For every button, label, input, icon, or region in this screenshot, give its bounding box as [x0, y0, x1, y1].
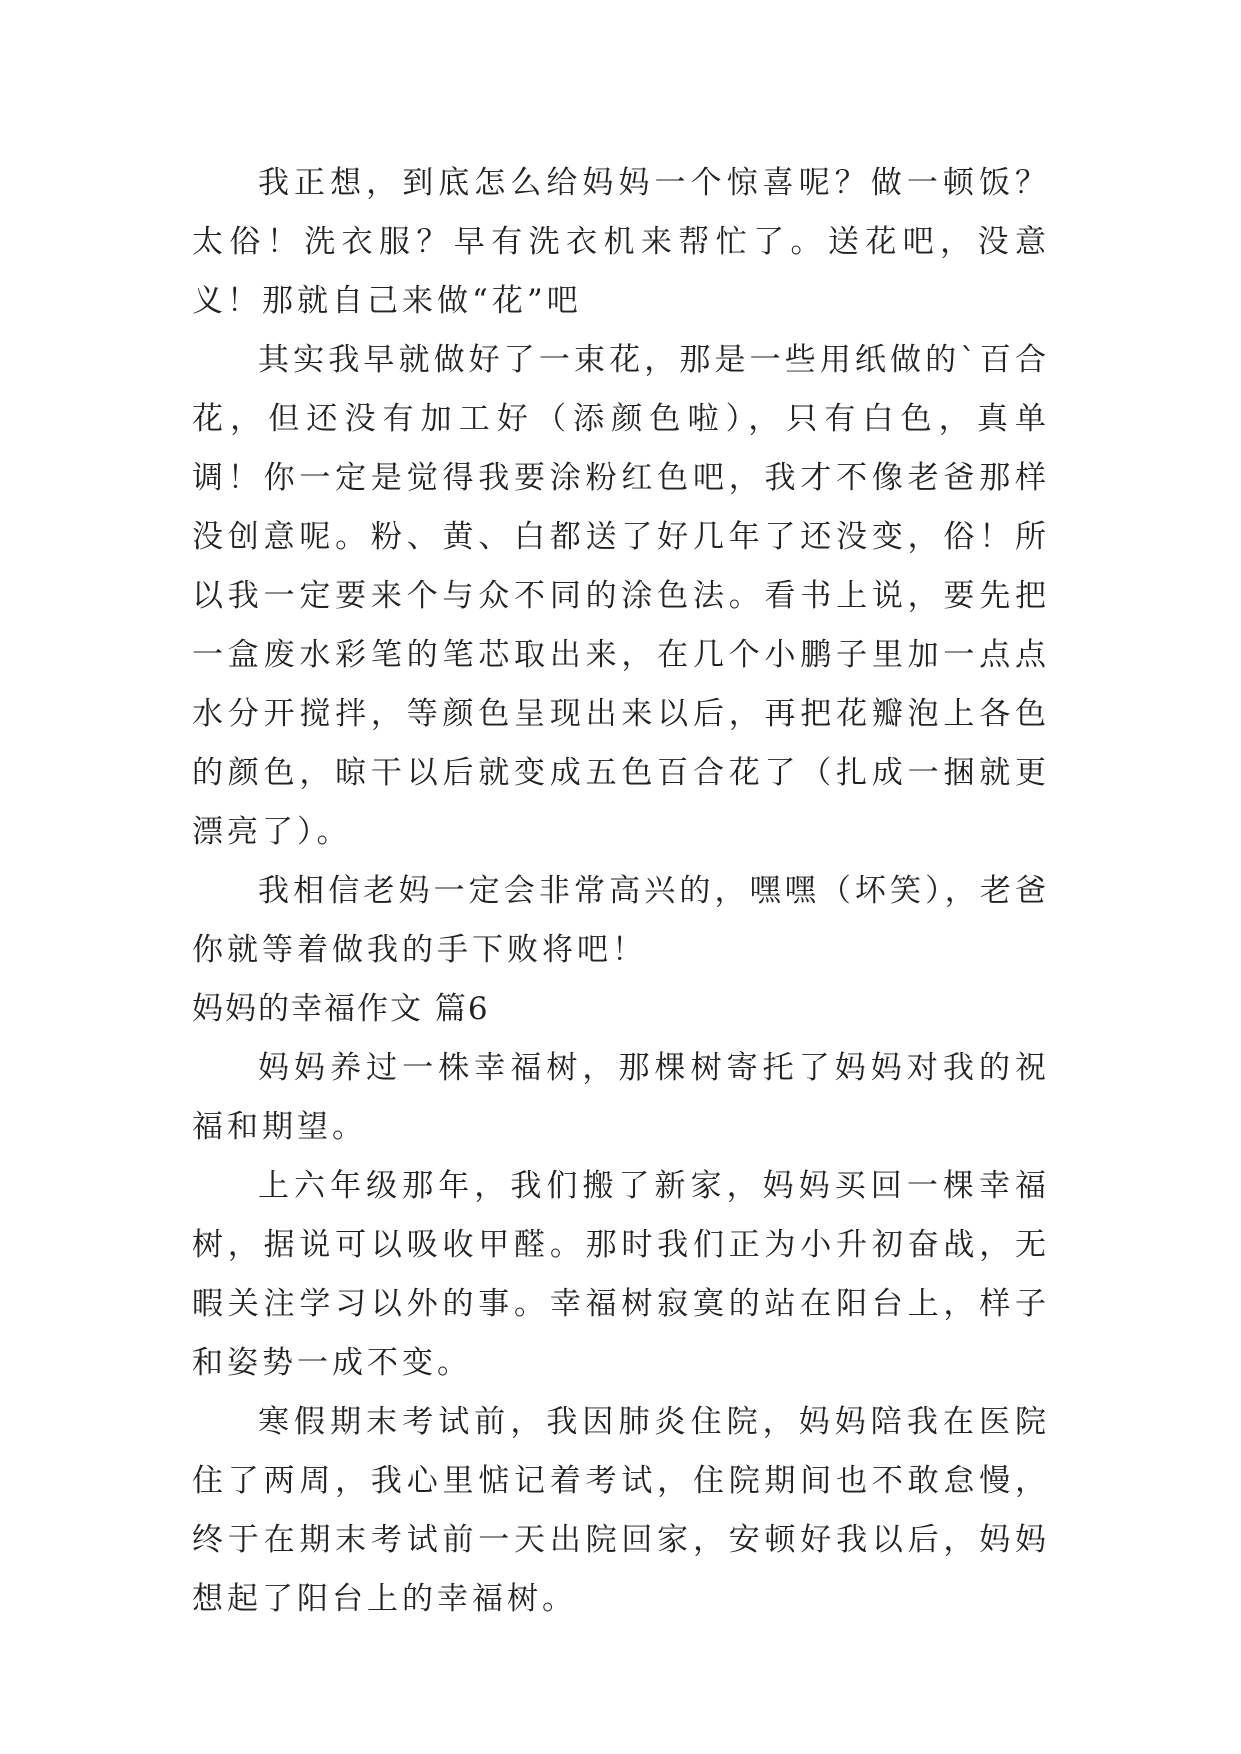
paragraph-surprise-idea: 我正想，到底怎么给妈妈一个惊喜呢？做一顿饭？太俗！洗衣服？早有洗衣机来帮忙了。送花吧，没意义！那就自己来做“花”吧 [192, 165, 1050, 319]
paragraph-hospital: 寒假期末考试前，我因肺炎住院，妈妈陪我在医院住了两周，我心里惦记着考试，住院期间也不敢怠慢，终于在期末考试前一天出院回家，安顿好我以后，妈妈想起了阳台上的幸福树。 [192, 1404, 1050, 1617]
paragraph-happiness-tree: 妈妈养过一株幸福树，那棵树寄托了妈妈对我的祝福和期望。 [192, 1050, 1050, 1145]
paragraph-sixth-grade: 上六年级那年，我们搬了新家，妈妈买回一棵幸福树，据说可以吸收甲醛。那时我们正为小升初奋战，无暇关注学习以外的事。幸福树寂寞的站在阳台上，样子和姿势一成不变。 [192, 1168, 1050, 1381]
paragraph-paper-lilies: 其实我早就做好了一束花，那是一些用纸做的`百合花，但还没有加工好（添颜色啦），只有白色，真单调！你一定是觉得我要涂粉红色吧，我才不像老爸那样没创意呢。粉、黄、白都送了好几年了还没变，俗！所以我一定要来个与众不同的涂色法。看书上说，要先把一盒废水彩笔的笔芯取出来，在几个小鹏子里加一点点水分开搅拌，等颜色呈现出来以后，再把花瓣泡上各色的颜色，晾干以后就变成五色百合花了（扎成一捆就更漂亮了）。 [192, 342, 1050, 850]
paragraph-confidence: 我相信老妈一定会非常高兴的，嘿嘿（坏笑），老爸你就等着做我的手下败将吧！ [192, 873, 1050, 968]
document-body [192, 154, 1050, 1629]
section-heading: 妈妈的幸福作文 篇6 [192, 991, 490, 1027]
